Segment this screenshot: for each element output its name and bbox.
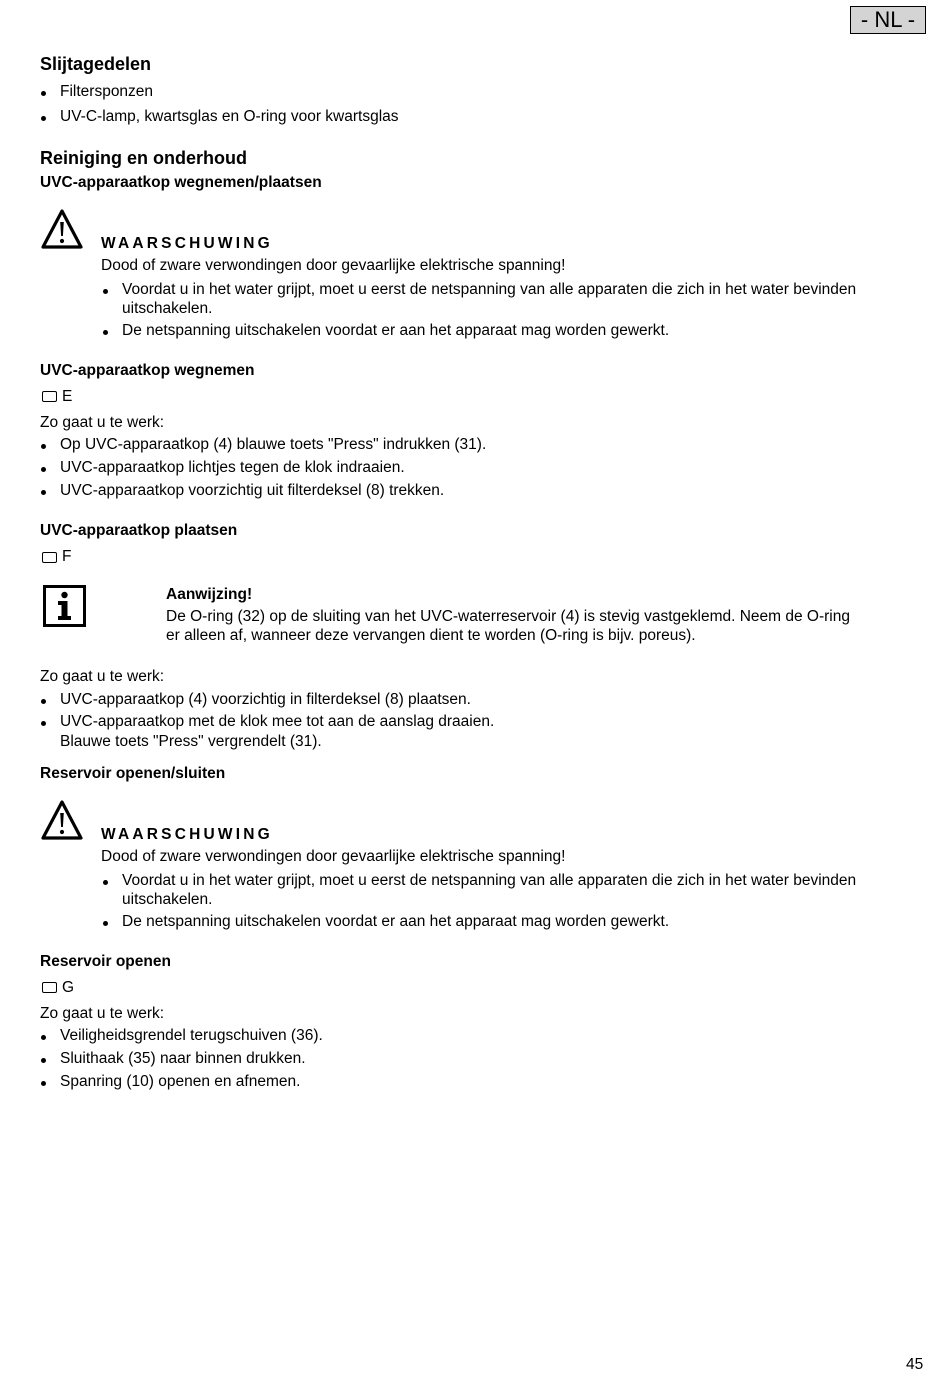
- steps-intro: Zo gaat u te werk:: [40, 414, 165, 431]
- language-tag: - NL -: [850, 6, 926, 34]
- bullet-icon: [41, 91, 46, 96]
- warning-triangle-icon: [40, 208, 84, 250]
- bullet-icon: [41, 490, 46, 495]
- step-item: Veiligheidsgrendel terugschuiven (36).: [60, 1027, 323, 1044]
- info-icon: [43, 585, 86, 627]
- section-title-wear-parts: Slijtagedelen: [40, 54, 152, 74]
- bullet-icon: [41, 116, 46, 121]
- bullet-icon: [41, 444, 46, 449]
- warning-item: Voordat u in het water grijpt, moet u eerst de netspanning van alle apparaten die zich in het water bevinden: [122, 872, 857, 889]
- figure-reference-icon: [42, 982, 57, 993]
- bullet-icon: [103, 880, 108, 885]
- warning-item-continued: uitschakelen.: [122, 300, 213, 317]
- step-item: Op UVC-apparaatkop (4) blauwe toets "Press" indrukken (31).: [60, 436, 487, 453]
- step-item: UVC-apparaatkop lichtjes tegen de klok indraaien.: [60, 459, 405, 476]
- figure-reference-icon: [42, 391, 57, 402]
- bullet-icon: [41, 1058, 46, 1063]
- note-text: er alleen af, wanneer deze vervangen dient te worden (O-ring is bijv. poreus).: [166, 627, 696, 644]
- bullet-icon: [41, 1035, 46, 1040]
- warning-item-continued: uitschakelen.: [122, 891, 213, 908]
- bullet-icon: [41, 699, 46, 704]
- figure-reference: F: [62, 548, 72, 565]
- bullet-icon: [103, 289, 108, 294]
- step-item: UVC-apparaatkop met de klok mee tot aan de aanslag draaien.: [60, 713, 495, 730]
- figure-reference: E: [62, 388, 73, 405]
- list-item: Filtersponzen: [60, 83, 154, 100]
- warning-triangle-icon: [40, 799, 84, 841]
- bullet-icon: [41, 1081, 46, 1086]
- subsection-title-open: Reservoir openen: [40, 953, 171, 970]
- step-item: Sluithaak (35) naar binnen drukken.: [60, 1050, 306, 1067]
- bullet-icon: [103, 921, 108, 926]
- bullet-icon: [41, 467, 46, 472]
- section-subtitle: UVC-apparaatkop wegnemen/plaatsen: [40, 174, 322, 191]
- note-text: De O-ring (32) op de sluiting van het UVC-waterreservoir (4) is stevig vastgeklemd. Neem de O-ring: [166, 608, 850, 625]
- bullet-icon: [41, 721, 46, 726]
- note-title: Aanwijzing!: [166, 586, 253, 603]
- section-title-cleaning: Reiniging en onderhoud: [40, 148, 247, 168]
- warning-title: WAARSCHUWING: [101, 235, 273, 252]
- step-item: Spanring (10) openen en afnemen.: [60, 1073, 301, 1090]
- figure-reference: G: [62, 979, 75, 996]
- page-number: 45: [906, 1356, 924, 1373]
- warning-text: Dood of zware verwondingen door gevaarlijke elektrische spanning!: [101, 848, 566, 865]
- figure-reference-icon: [42, 552, 57, 563]
- subsection-title-place: UVC-apparaatkop plaatsen: [40, 522, 238, 539]
- step-item: UVC-apparaatkop (4) voorzichtig in filterdeksel (8) plaatsen.: [60, 691, 471, 708]
- section-subtitle-reservoir: Reservoir openen/sluiten: [40, 765, 226, 782]
- step-item-continued: Blauwe toets "Press" vergrendelt (31).: [60, 733, 322, 750]
- steps-intro: Zo gaat u te werk:: [40, 668, 165, 685]
- warning-text: Dood of zware verwondingen door gevaarlijke elektrische spanning!: [101, 257, 566, 274]
- warning-title: WAARSCHUWING: [101, 826, 273, 843]
- warning-item: Voordat u in het water grijpt, moet u eerst de netspanning van alle apparaten die zich in het water bevinden: [122, 281, 857, 298]
- subsection-title-remove: UVC-apparaatkop wegnemen: [40, 362, 255, 379]
- warning-item: De netspanning uitschakelen voordat er aan het apparaat mag worden gewerkt.: [122, 913, 670, 930]
- bullet-icon: [103, 330, 108, 335]
- warning-item: De netspanning uitschakelen voordat er aan het apparaat mag worden gewerkt.: [122, 322, 670, 339]
- steps-intro: Zo gaat u te werk:: [40, 1005, 165, 1022]
- list-item: UV-C-lamp, kwartsglas en O-ring voor kwartsglas: [60, 108, 399, 125]
- step-item: UVC-apparaatkop voorzichtig uit filterdeksel (8) trekken.: [60, 482, 445, 499]
